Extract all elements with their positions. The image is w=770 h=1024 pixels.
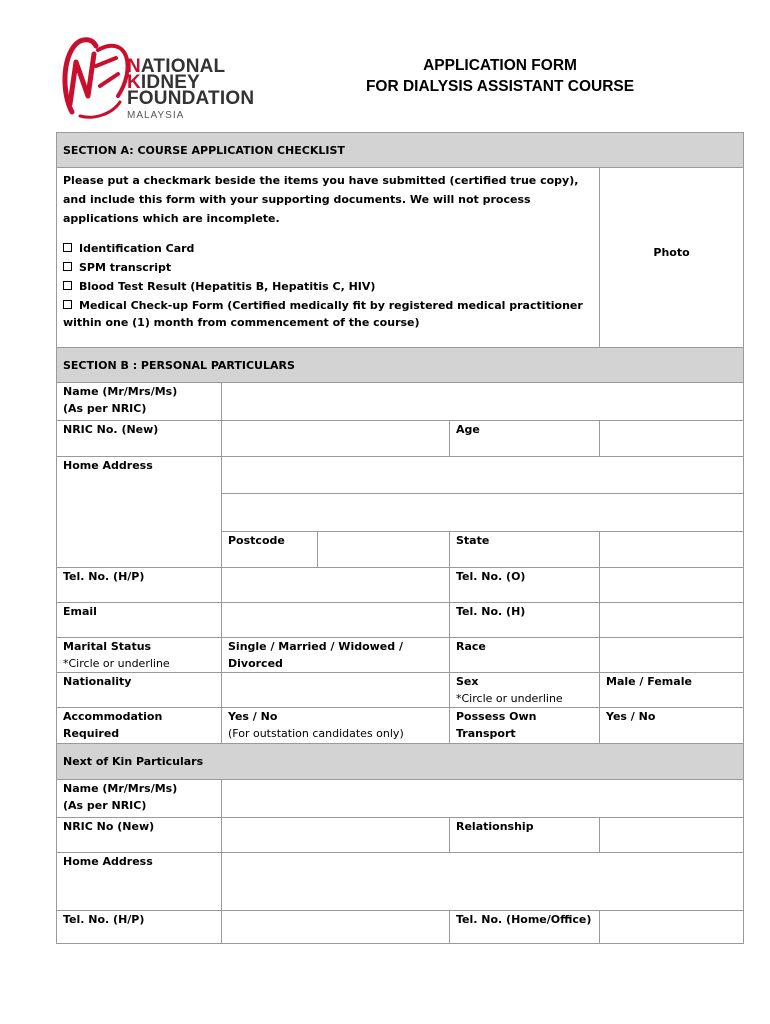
sex-label: Sex *Circle or underline (450, 673, 600, 708)
checkbox-icon[interactable] (63, 300, 72, 309)
kin-name-field[interactable] (222, 780, 744, 818)
marital-status-options[interactable]: Single / Married / Widowed / Divorced (222, 638, 450, 673)
checklist-cell (57, 168, 600, 348)
tel-hp-field[interactable] (222, 568, 450, 603)
checklist-item-ic[interactable]: Identification Card (63, 240, 593, 257)
checkbox-icon[interactable] (63, 262, 72, 271)
nric-label: NRIC No. (New) (57, 421, 222, 457)
tel-hp-label: Tel. No. (H/P) (57, 568, 222, 603)
next-of-kin-heading: Next of Kin Particulars (57, 744, 744, 780)
accommodation-options[interactable]: Yes / No (For outstation candidates only) (222, 708, 450, 744)
name-label: Name (Mr/Mrs/Ms) (As per NRIC) (57, 383, 222, 421)
kin-nric-field[interactable] (222, 818, 450, 853)
transport-options[interactable]: Yes / No (600, 708, 744, 744)
marital-status-label: Marital Status *Circle or underline (57, 638, 222, 673)
tel-o-field[interactable] (600, 568, 744, 603)
application-form-table (56, 132, 744, 944)
kin-home-address-label: Home Address (57, 853, 222, 911)
age-field[interactable] (600, 421, 744, 457)
transport-label: Possess Own Transport (450, 708, 600, 744)
sex-options[interactable]: Male / Female (600, 673, 744, 708)
postcode-field[interactable] (318, 532, 450, 568)
state-label: State (450, 532, 600, 568)
state-field[interactable] (600, 532, 744, 568)
kin-name-label: Name (Mr/Mrs/Ms) (As per NRIC) (57, 780, 222, 818)
nric-field[interactable] (222, 421, 450, 457)
form-title: APPLICATION FORM FOR DIALYSIS ASSISTANT COURSE (365, 57, 635, 95)
kin-nric-label: NRIC No (New) (57, 818, 222, 853)
postcode-label: Postcode (222, 532, 318, 568)
home-address-field-line-2[interactable] (222, 494, 744, 532)
organization-name: NATIONAL KIDNEY FOUNDATION MALAYSIA (127, 56, 255, 121)
tel-h-field[interactable] (600, 603, 744, 638)
age-label: Age (450, 421, 600, 457)
name-field[interactable] (222, 383, 744, 421)
checklist-instructions: Please put a checkmark beside the items you have submitted (certified true copy), and include this form with your supporting documents. We will not process applications which are incomplete. (63, 174, 579, 225)
nationality-field[interactable] (222, 673, 450, 708)
nationality-label: Nationality (57, 673, 222, 708)
home-address-label: Home Address (57, 457, 222, 568)
checklist-item-blood-test[interactable]: Blood Test Result (Hepatitis B, Hepatitis C, HIV) (63, 278, 593, 295)
race-field[interactable] (600, 638, 744, 673)
section-b-heading: SECTION B : PERSONAL PARTICULARS (57, 348, 744, 383)
tel-h-label: Tel. No. (H) (450, 603, 600, 638)
race-label: Race (450, 638, 600, 673)
home-address-field-line-1[interactable] (222, 457, 744, 494)
accommodation-label: Accommodation Required (57, 708, 222, 744)
email-label: Email (57, 603, 222, 638)
relationship-field[interactable] (600, 818, 744, 853)
kin-tel-hp-label: Tel. No. (H/P) (57, 911, 222, 944)
email-field[interactable] (222, 603, 450, 638)
section-a-heading: SECTION A: COURSE APPLICATION CHECKLIST (57, 133, 744, 168)
tel-o-label: Tel. No. (O) (450, 568, 600, 603)
photo-box[interactable]: Photo (600, 168, 744, 348)
checklist-item-spm[interactable]: SPM transcript (63, 259, 593, 276)
kin-tel-hp-field[interactable] (222, 911, 450, 944)
kin-tel-office-field[interactable] (600, 911, 744, 944)
checklist-item-medical[interactable]: Medical Check-up Form (Certified medically fit by registered medical practitioner within one (1) month from commencement of the course) (63, 299, 583, 329)
relationship-label: Relationship (450, 818, 600, 853)
kin-home-address-field[interactable] (222, 853, 744, 911)
checkbox-icon[interactable] (63, 281, 72, 290)
checkbox-icon[interactable] (63, 243, 72, 252)
kin-tel-office-label: Tel. No. (Home/Office) (450, 911, 600, 944)
